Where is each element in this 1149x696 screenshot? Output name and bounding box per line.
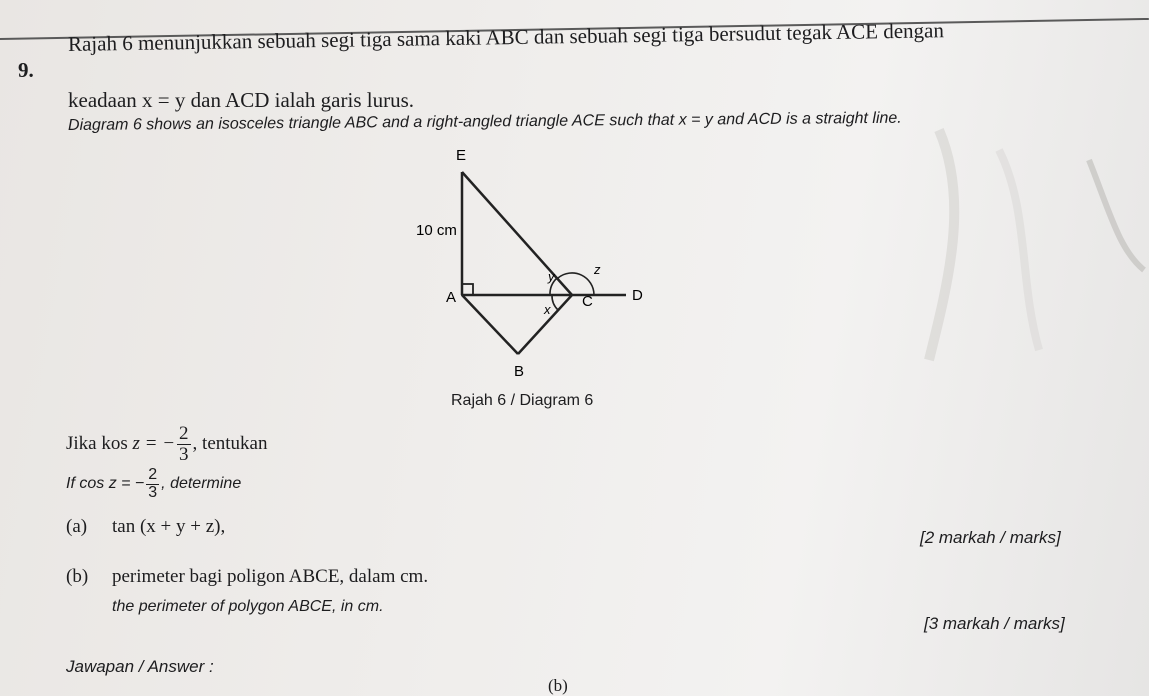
given-english-prefix: If cos bbox=[66, 475, 105, 493]
part-a-marks: [2 markah / marks] bbox=[920, 528, 1061, 547]
fraction-numerator: 2 bbox=[148, 466, 158, 483]
label-z: z bbox=[594, 262, 601, 277]
label-c: C bbox=[582, 293, 593, 310]
line-ab bbox=[462, 295, 518, 354]
part-a-text: tan (x + y + z), bbox=[112, 516, 226, 537]
given-english bbox=[66, 467, 241, 502]
given-malay-prefix: Jika kos bbox=[66, 433, 128, 455]
question-number: 9. bbox=[18, 58, 34, 82]
fraction-denominator: 3 bbox=[179, 443, 189, 465]
label-e: E bbox=[456, 147, 467, 164]
label-length: 10 cm bbox=[416, 222, 457, 239]
label-b: B bbox=[514, 363, 525, 380]
given-malay-suffix: , tentukan bbox=[192, 433, 268, 455]
fraction-denominator: 3 bbox=[148, 483, 158, 501]
given-english-suffix: , determine bbox=[161, 475, 242, 493]
answer-label: Jawapan / Answer : bbox=[66, 657, 214, 676]
given-malay-expr: z = − bbox=[132, 433, 176, 455]
angle-arc-x bbox=[552, 295, 558, 310]
label-x: x bbox=[544, 302, 551, 317]
question-english: Diagram 6 shows an isosceles triangle ABC and a right-angled triangle ACE such that x = y and ACD is a straight line. bbox=[67, 109, 902, 134]
given-malay bbox=[66, 424, 267, 465]
part-b-marks: [3 markah / marks] bbox=[924, 614, 1065, 633]
given-english-expr: z = − bbox=[108, 475, 145, 493]
answer-part-b: (b) bbox=[548, 676, 568, 695]
given-english-fraction bbox=[146, 467, 159, 502]
label-a: A bbox=[446, 289, 457, 306]
question-malay-line2: keadaan x = y dan ACD ialah garis lurus. bbox=[68, 88, 415, 112]
diagram-caption: Rajah 6 / Diagram 6 bbox=[451, 392, 594, 409]
paper-crease-decoration bbox=[909, 120, 1149, 370]
line-ec bbox=[462, 172, 572, 295]
given-malay-fraction bbox=[177, 424, 191, 465]
right-angle-marker bbox=[462, 284, 473, 295]
label-y: y bbox=[548, 269, 555, 284]
label-d: D bbox=[632, 287, 643, 304]
part-b-label: (b) bbox=[66, 566, 89, 587]
part-b-text: perimeter bagi poligon ABCE, dalam cm. bbox=[112, 566, 429, 587]
part-b-english: the perimeter of polygon ABCE, in cm. bbox=[112, 598, 384, 615]
fraction-numerator: 2 bbox=[179, 423, 189, 444]
question-malay-line1: Rajah 6 menunjukkan sebuah segi tiga sama kaki ABC dan sebuah segi tiga bersudut tegak ACE dengan bbox=[67, 18, 945, 56]
part-a-label: (a) bbox=[66, 516, 88, 537]
diagram-6 bbox=[400, 140, 660, 380]
